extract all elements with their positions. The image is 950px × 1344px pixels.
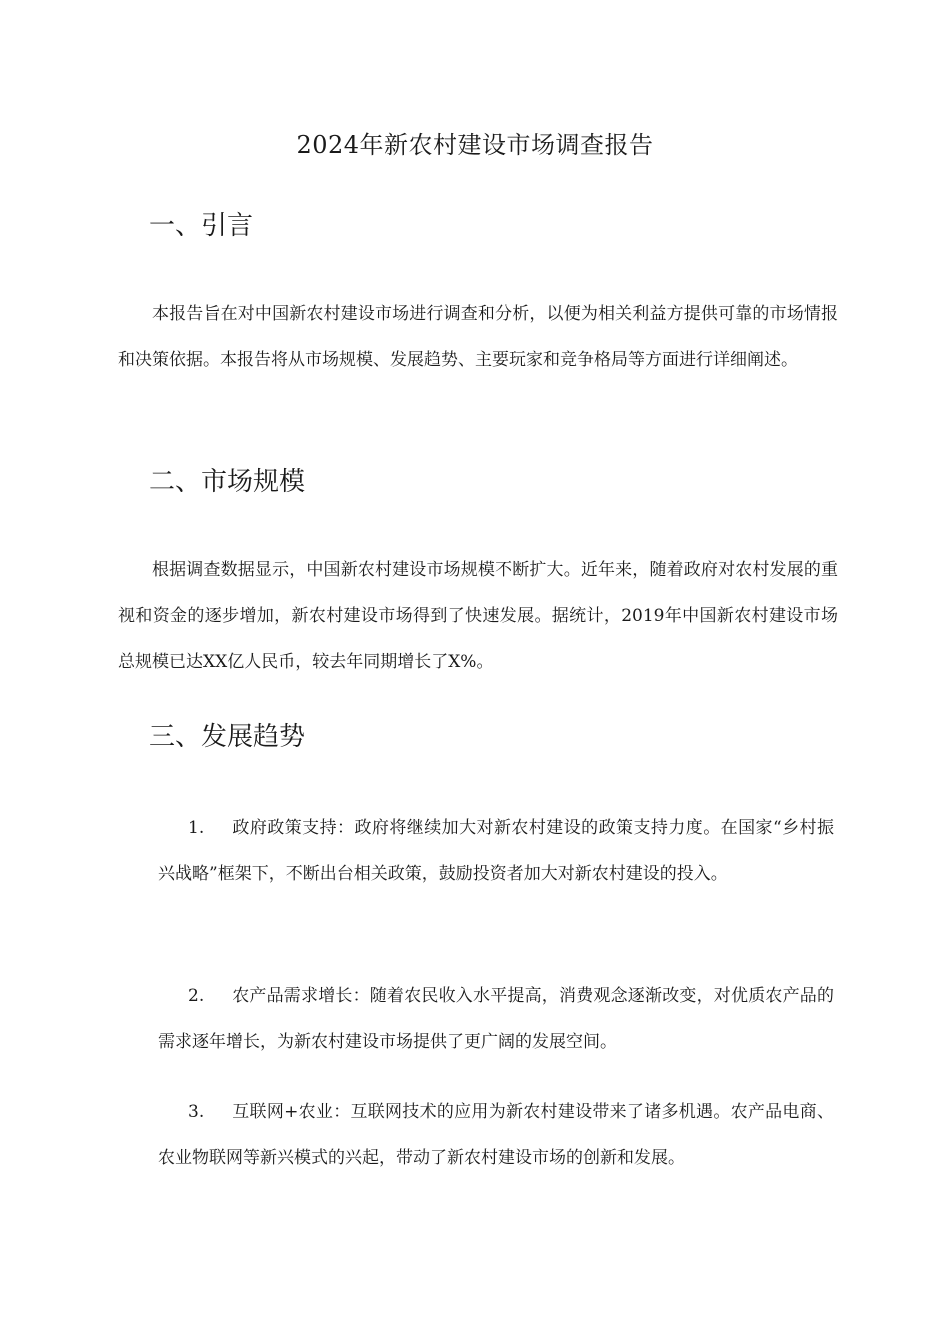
list-item-number: 3. bbox=[188, 1102, 205, 1122]
section-paragraph-market-size: 根据调查数据显示，中国新农村建设市场规模不断扩大。近年来，随着政府对农村发展的重视和资金的逐步增加，新农村建设市场得到了快速发展。据统计，2019年中国新农村建设市场总规模已达XX亿人民币，较去年同期增长了X%。 bbox=[118, 560, 838, 672]
list-item-text: 互联网+农业：互联网技术的应用为新农村建设带来了诸多机遇。农产品电商、农业物联网等新兴模式的兴起，带动了新农村建设市场的创新和发展。 bbox=[158, 1102, 834, 1168]
section-heading-introduction: 一、引言 bbox=[149, 211, 254, 241]
section-heading-trends: 三、发展趋势 bbox=[149, 722, 306, 752]
list-item-text: 政府政策支持：政府将继续加大对新农村建设的政策支持力度。在国家“乡村振兴战略”框架下，不断出台相关政策，鼓励投资者加大对新农村建设的投入。 bbox=[158, 818, 834, 884]
list-item bbox=[158, 973, 834, 1065]
section-paragraph-introduction: 本报告旨在对中国新农村建设市场进行调查和分析，以便为相关利益方提供可靠的市场情报和决策依据。本报告将从市场规模、发展趋势、主要玩家和竞争格局等方面进行详细阐述。 bbox=[118, 304, 838, 370]
list-item bbox=[158, 1089, 834, 1181]
list-item bbox=[158, 805, 834, 897]
list-item-number: 2. bbox=[188, 986, 205, 1006]
list-item-text: 农产品需求增长：随着农民收入水平提高，消费观念逐渐改变，对优质农产品的需求逐年增长，为新农村建设市场提供了更广阔的发展空间。 bbox=[158, 986, 834, 1052]
list-item-number: 1. bbox=[188, 818, 205, 838]
document-title: 2024年新农村建设市场调查报告 bbox=[296, 131, 654, 159]
section-heading-market-size: 二、市场规模 bbox=[149, 467, 306, 497]
